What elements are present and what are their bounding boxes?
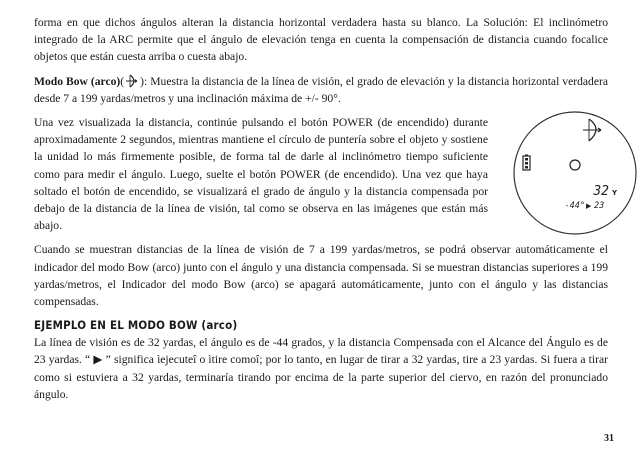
bow-icon (125, 74, 139, 88)
arrow-readout: ▶ (586, 202, 592, 211)
display-circle (513, 111, 637, 235)
example-heading: EJEMPLO EN EL MODO BOW (arco) (34, 318, 238, 333)
display-rules-paragraph: Cuando se muestran distancias de la línea de visión de 7 a 199 yardas/metros, se podrá observar automáticamente el indicador del modo Bow (arco) junto con el ángulo y una distancia compensada. Si se muestran distancias superiores a 199 yardas/metros, el Indicador del modo Bow (arco) se apagará automáticamente, junto con el ángulo y las distancias compensadas. (34, 243, 608, 309)
battery-icon (523, 155, 530, 171)
paren-close: ): (140, 74, 148, 88)
distance-readout: 32 (593, 184, 609, 200)
unit-readout: Y (612, 189, 618, 198)
instructions-paragraph: Una vez visualizada la distancia, continúe pulsando el botón POWER (de encendido) durante aproximadamente 2 segundos, mientras mantiene el círculo de puntería sobre el objeto y sostiene la unidad lo más firmemente posible, de forma tal de darle al inclinómetro tiempo suficiente como para medir el ángulo. Luego, suelte el botón POWER (de encendido). Una vez que haya soltado el botón de encendido, se visualizará el grado de ángulo y la distancia compensada por debajo de la distancia de la línea de visión, tal como se observa en las imágenes que están más abajo. (34, 116, 488, 233)
page-number: 31 (604, 433, 614, 444)
bow-mode-label: Modo Bow (arco) (34, 74, 121, 88)
compensated-readout: 23 (594, 201, 605, 212)
rangefinder-display (513, 111, 637, 235)
intro-paragraph: forma en que dichos ángulos alteran la distancia horizontal verdadera hasta su blanco. La Solución: El inclinómetro integrado de la ARC permite que el ángulo de elevación tenga en cuenta la compensación de distancia cuando focalice objetos que están cuesta arriba o cuesta abajo. (34, 16, 608, 64)
bow-mode-paragraph (34, 73, 608, 107)
angle-readout: -44° (564, 201, 585, 212)
paren-open: ( (120, 74, 125, 88)
bow-mode-text: Muestra la distancia de la línea de visión, el grado de elevación y la distancia horizontal verdadera desde 7 a 199 yardas/metros y una inclinación máxima de +/- 90°. (34, 74, 608, 105)
page-content (34, 14, 618, 403)
example-paragraph: La línea de visión es de 32 yardas, el ángulo es de -44 grados, y la distancia Compensada con el Alcance del Ángulo es de 23 yardas. “ ▶ ” significa ìejecuteî o ìtire comoî; por lo tanto, en lugar de tirar a 32 yardas, tire a 23 yardas. Si fuera a tirar como si estuviera a 32 yardas, terminaría tirando por encima de la parte superior del ciervo, en razón del pronunciado ángulo. (34, 336, 608, 401)
